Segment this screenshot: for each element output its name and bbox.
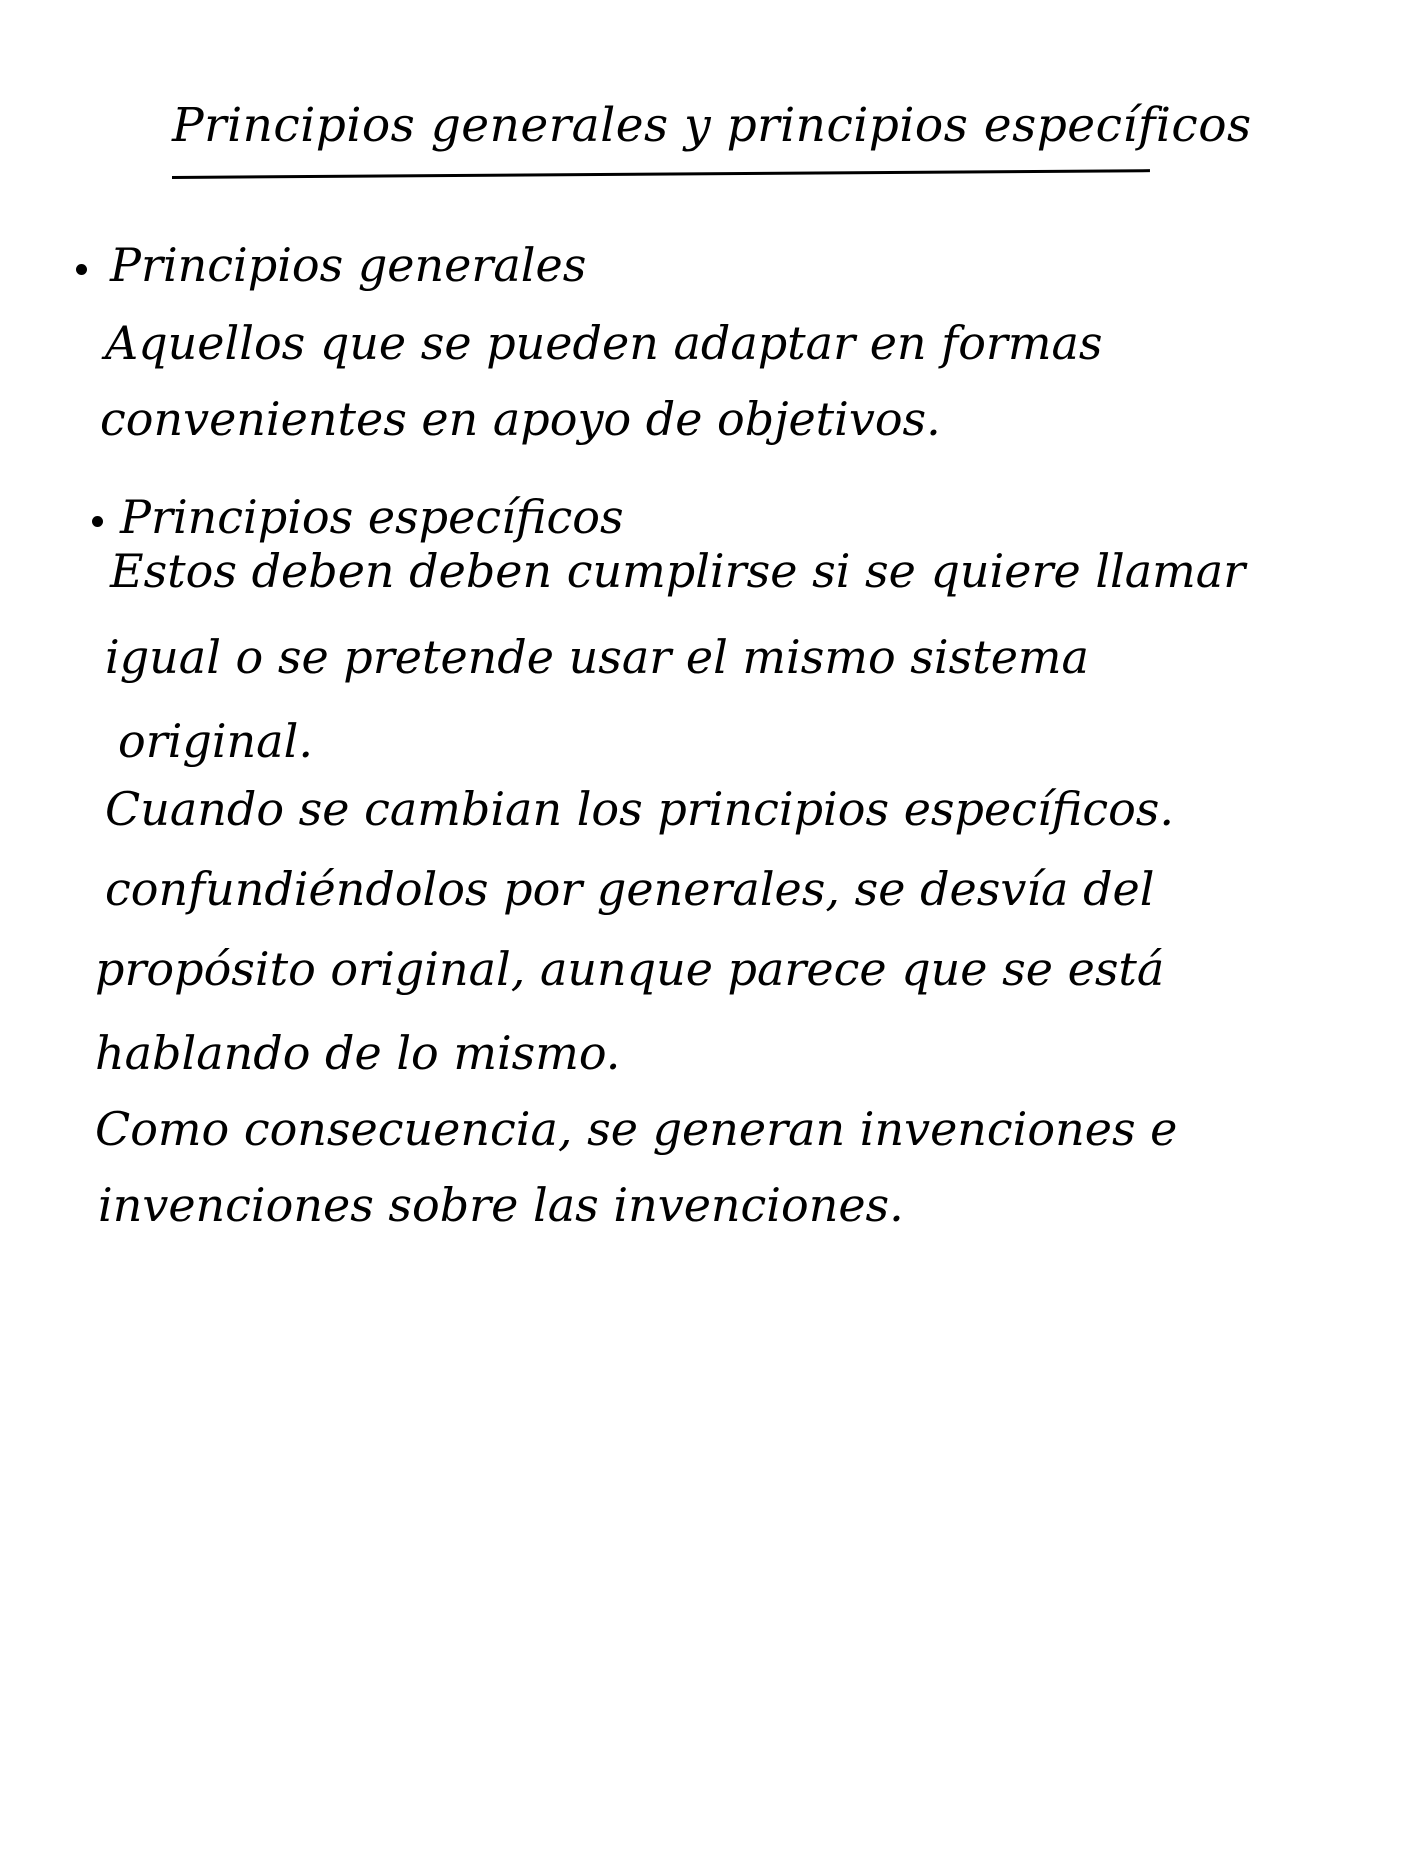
text-line: original.	[118, 714, 313, 768]
section-heading-general: Principios generales	[110, 238, 587, 292]
page-title: Principios generales y principios específicos	[172, 98, 1252, 153]
text-line: igual o se pretende usar el mismo sistema	[105, 630, 1089, 684]
text-line: confundiéndolos por generales, se desvía del	[105, 862, 1155, 916]
bullet-point	[76, 264, 87, 275]
text-line: Estos deben deben cumplirse si se quiere llamar	[110, 544, 1246, 598]
title-underline	[172, 169, 1150, 179]
text-line: Cuando se cambian los principios específicos.	[105, 782, 1175, 836]
section-heading-specific: Principios específicos	[120, 490, 624, 544]
text-line: Como consecuencia, se generan invenciones e	[95, 1102, 1178, 1156]
text-line: propósito original, aunque parece que se está	[95, 942, 1165, 996]
text-line: Aquellos que se pueden adaptar en formas	[105, 316, 1103, 370]
bullet-point	[92, 516, 103, 527]
text-line: convenientes en apoyo de objetivos.	[100, 392, 941, 446]
text-line: invenciones sobre las invenciones.	[98, 1178, 904, 1232]
text-line: hablando de lo mismo.	[95, 1026, 621, 1080]
